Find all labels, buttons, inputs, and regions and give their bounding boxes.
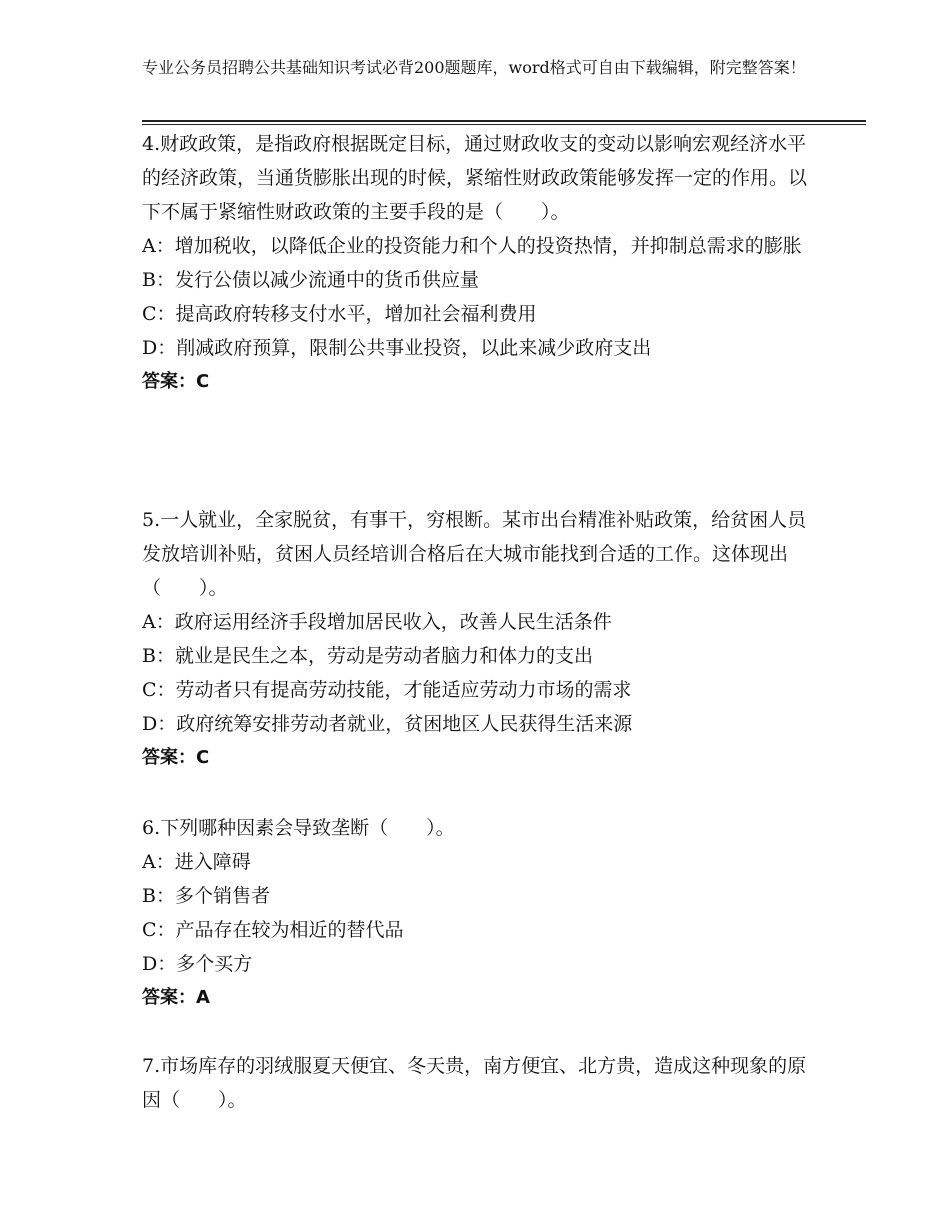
- answer-label: 答案：A: [142, 987, 210, 1008]
- answer-label: 答案：C: [142, 747, 210, 768]
- question-6: [142, 811, 822, 1015]
- question-4: [142, 127, 822, 399]
- header-rule-thick: [142, 120, 866, 122]
- question-5: [142, 503, 822, 775]
- option-a: A：进入障碍: [142, 851, 251, 873]
- answer-label: 答案：C: [142, 371, 210, 392]
- option-a: A：增加税收，以降低企业的投资能力和个人的投资热情，并抑制总需求的膨胀: [142, 235, 802, 257]
- question-stem: 4.财政政策，是指政府根据既定目标，通过财政收支的变动以影响宏观经济水平的经济政策，当通货膨胀出现的时候，紧缩性财政政策能够发挥一定的作用。以下不属于紧缩性财政政策的主要手段的是（ ）。: [142, 133, 808, 223]
- option-b: B：多个销售者: [142, 885, 270, 907]
- option-b: B：就业是民生之本，劳动是劳动者脑力和体力的支出: [142, 645, 593, 667]
- header-rule-thin: [142, 124, 866, 125]
- option-d: D：多个买方: [142, 953, 253, 975]
- question-7: [142, 1049, 822, 1117]
- option-a: A：政府运用经济手段增加居民收入，改善人民生活条件: [142, 611, 612, 633]
- option-c: C：产品存在较为相近的替代品: [142, 919, 404, 941]
- option-d: D：削减政府预算，限制公共事业投资，以此来减少政府支出: [142, 337, 652, 359]
- question-stem: 6.下列哪种因素会导致垄断（ ）。: [142, 817, 455, 839]
- option-c: C：劳动者只有提高劳动技能，才能适应劳动力市场的需求: [142, 679, 632, 701]
- option-d: D：政府统筹安排劳动者就业，贫困地区人民获得生活来源: [142, 713, 633, 735]
- option-c: C：提高政府转移支付水平，增加社会福利费用: [142, 303, 537, 325]
- document-header: 专业公务员招聘公共基础知识考试必背200题题库，word格式可自由下载编辑，附完整答案！: [142, 58, 806, 77]
- question-stem: 7.市场库存的羽绒服夏天便宜、冬天贵，南方便宜、北方贵，造成这种现象的原因（ ）。: [142, 1055, 807, 1111]
- question-stem: 5.一人就业，全家脱贫，有事干，穷根断。某市出台精准补贴政策，给贫困人员发放培训补贴，贫困人员经培训合格后在大城市能找到合适的工作。这体现出（ ）。: [142, 509, 807, 599]
- option-b: B：发行公债以减少流通中的货币供应量: [142, 269, 479, 291]
